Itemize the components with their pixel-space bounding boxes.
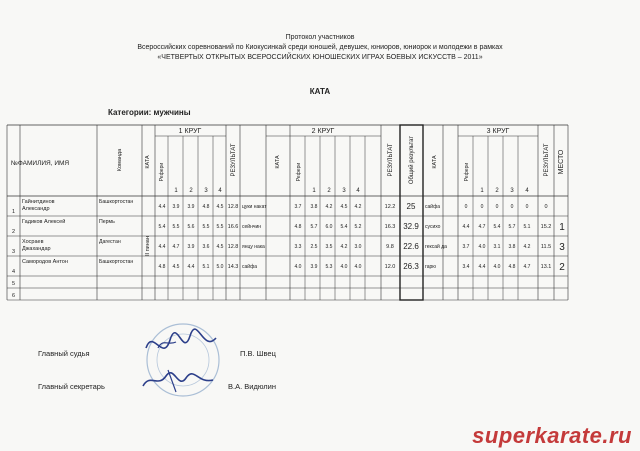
score-r3: 4.0 xyxy=(493,264,501,270)
header-line-2: Всероссийских соревнований по Киокусинкай среди юношей, девушек, юниоров, юниорок и молодежи в рамках xyxy=(137,44,503,51)
kata-r2: цуки накат xyxy=(242,204,267,210)
score-r2: 4.0 xyxy=(354,264,362,270)
athlete-name: Гадиков Алексей xyxy=(22,219,66,225)
score-r1: 3.9 xyxy=(187,244,195,250)
result-r2: 12.2 xyxy=(384,204,396,210)
score-r2: 4.2 xyxy=(340,244,348,250)
score-r1: 5.4 xyxy=(158,224,166,230)
header-result-3: РЕЗУЛЬТАТ xyxy=(544,143,550,177)
total-score: 22.6 xyxy=(403,242,419,251)
score-r3: 3.4 xyxy=(462,264,470,270)
score-r3: 5.1 xyxy=(523,224,531,230)
score-r3: 3.7 xyxy=(462,244,470,250)
chief-secretary-name: В.А. Видюлин xyxy=(228,382,276,391)
score-r1: 4.5 xyxy=(172,264,180,270)
header-referee-2: Рефери xyxy=(296,162,302,182)
chief-secretary-label: Главный секретарь xyxy=(38,382,105,391)
score-r1: 5.0 xyxy=(216,264,224,270)
kata-r2: янцу нака xyxy=(242,244,265,250)
header-result-1: РЕЗУЛЬТАТ xyxy=(231,143,237,177)
score-r1: 4.4 xyxy=(158,204,166,210)
score-r3: 3.8 xyxy=(508,244,516,250)
header-referee-3: Рефери xyxy=(464,162,470,182)
row-number: 3 xyxy=(12,249,16,255)
chief-judge-name: П.В. Швец xyxy=(240,349,276,358)
score-r2: 4.8 xyxy=(294,224,302,230)
result-r3: 13.1 xyxy=(540,264,552,270)
score-r1: 5.1 xyxy=(202,264,210,270)
kata-r3: гарю xyxy=(425,264,437,270)
row-number: 2 xyxy=(12,229,16,235)
score-r3: 4.7 xyxy=(478,224,486,230)
score-r2: 4.0 xyxy=(340,264,348,270)
score-r2: 2.5 xyxy=(310,244,318,250)
score-r2: 3.9 xyxy=(310,264,318,270)
total-score: 25 xyxy=(406,202,416,211)
score-r3: 5.7 xyxy=(508,224,516,230)
athlete-name: Гайнитдинов xyxy=(22,199,55,205)
header-judge-number: 1 xyxy=(480,188,484,194)
score-r1: 5.6 xyxy=(187,224,195,230)
score-r2: 3.7 xyxy=(294,204,302,210)
score-r3: 0 xyxy=(464,204,468,210)
row-number: 6 xyxy=(12,293,16,299)
score-r3: 4.0 xyxy=(478,244,486,250)
score-r2: 3.3 xyxy=(294,244,302,250)
score-r1: 4.5 xyxy=(216,244,224,250)
score-r3: 3.1 xyxy=(493,244,501,250)
row-number: 5 xyxy=(12,281,16,287)
score-r3: 0 xyxy=(525,204,529,210)
score-r1: 3.9 xyxy=(187,204,195,210)
header-judge-number: 3 xyxy=(342,188,346,194)
score-r2: 5.4 xyxy=(340,224,348,230)
header-judge-number: 2 xyxy=(495,188,499,194)
score-r3: 4.7 xyxy=(523,264,531,270)
watermark: superkarate.ru xyxy=(472,423,632,448)
score-r2: 5.2 xyxy=(354,224,362,230)
score-r1: 4.8 xyxy=(202,204,210,210)
result-r2: 12.0 xyxy=(384,264,396,270)
header-kata-2: КАТА xyxy=(275,155,281,169)
score-r3: 5.4 xyxy=(493,224,501,230)
score-r1: 5.5 xyxy=(202,224,210,230)
score-r2: 4.5 xyxy=(340,204,348,210)
score-r1: 5.5 xyxy=(172,224,180,230)
result-r1: 12.8 xyxy=(227,204,239,210)
score-r2: 5.7 xyxy=(310,224,318,230)
header-round-1: 1 КРУГ xyxy=(178,128,202,135)
result-r3: 11.5 xyxy=(540,244,552,250)
kata-r3: сусихо xyxy=(425,224,441,230)
chief-judge-label: Главный судья xyxy=(38,349,90,358)
score-r2: 4.2 xyxy=(354,204,362,210)
team-name: Дагестан xyxy=(99,239,121,245)
team-name: Башкортостан xyxy=(99,199,134,205)
result-r2: 9.8 xyxy=(386,244,394,250)
score-r2: 4.0 xyxy=(294,264,302,270)
team-name: Пермь xyxy=(99,219,115,225)
header-judge-number: 2 xyxy=(189,188,193,194)
team-name: Башкортостан xyxy=(99,259,134,265)
score-r2: 5.3 xyxy=(325,264,333,270)
place: 3 xyxy=(559,242,565,253)
kata-r2: сейнчин xyxy=(242,224,261,230)
header-judge-number: 4 xyxy=(525,188,529,194)
score-r3: 0 xyxy=(480,204,484,210)
total-score: 26.3 xyxy=(403,262,419,271)
header-judge-number: 3 xyxy=(510,188,514,194)
kata-r3: сайфа xyxy=(425,204,440,210)
header-round-3: 3 КРУГ xyxy=(486,128,510,135)
athlete-name-2: Александр xyxy=(22,206,50,212)
score-r1: 4.5 xyxy=(216,204,224,210)
header-judge-number: 1 xyxy=(312,188,316,194)
place: 2 xyxy=(559,262,565,273)
header-judge-number: 4 xyxy=(356,188,360,194)
header-team: Команда xyxy=(117,148,123,172)
score-r1: 5.5 xyxy=(216,224,224,230)
header-judge-number: 2 xyxy=(327,188,331,194)
header-place: МЕСТО xyxy=(558,149,565,175)
score-r1: 3.6 xyxy=(202,244,210,250)
kata-r3: гексай да xyxy=(425,244,447,250)
total-score: 32.9 xyxy=(403,222,419,231)
row-number: 4 xyxy=(12,269,16,275)
header-num-name: №ФАМИЛИЯ, ИМЯ xyxy=(10,160,70,167)
official-stamp-signatures xyxy=(128,318,238,398)
place: 1 xyxy=(559,222,565,233)
score-r2: 3.5 xyxy=(325,244,333,250)
page-title: КАТА xyxy=(309,87,331,96)
score-r2: 4.2 xyxy=(325,204,333,210)
header-judge-number: 3 xyxy=(204,188,208,194)
kata-r2: сайфа xyxy=(242,264,257,270)
score-r3: 0 xyxy=(510,204,514,210)
category-label: Категории: мужчины xyxy=(108,108,191,117)
header-result-2: РЕЗУЛЬТАТ xyxy=(388,143,394,177)
score-r2: 3.0 xyxy=(354,244,362,250)
score-r2: 3.8 xyxy=(310,204,318,210)
score-r1: 4.7 xyxy=(172,244,180,250)
header-line-3: «ЧЕТВЕРТЫХ ОТКРЫТЫХ ВСЕРОССИЙСКИХ ЮНОШЕСКИХ ИГРАХ БОЕВЫХ ИСКУССТВ – 2011» xyxy=(157,54,483,61)
header-round-2: 2 КРУГ xyxy=(311,128,335,135)
result-r1: 12.8 xyxy=(227,244,239,250)
header-judge-number: 4 xyxy=(218,188,222,194)
score-r1: 3.9 xyxy=(172,204,180,210)
score-r2: 6.0 xyxy=(325,224,333,230)
header-judge-number: 1 xyxy=(174,188,178,194)
result-r1: 14.3 xyxy=(227,264,239,270)
score-r3: 4.4 xyxy=(462,224,470,230)
header-kata-1: КАТА xyxy=(145,155,151,169)
score-r3: 4.2 xyxy=(523,244,531,250)
result-r2: 16.3 xyxy=(384,224,396,230)
score-r3: 0 xyxy=(495,204,499,210)
score-r1: 4.8 xyxy=(158,264,166,270)
result-r3: 0 xyxy=(544,204,548,210)
score-r3: 4.4 xyxy=(478,264,486,270)
score-r1: 4.4 xyxy=(158,244,166,250)
score-r3: 4.8 xyxy=(508,264,516,270)
header-total: Общий результат xyxy=(409,135,415,185)
header-referee-1: Рефери xyxy=(159,162,165,182)
pool-label: II пинан xyxy=(145,236,151,256)
header-kata-3: КАТА xyxy=(432,155,438,169)
result-r3: 15.2 xyxy=(540,224,552,230)
score-r1: 4.4 xyxy=(187,264,195,270)
row-number: 1 xyxy=(12,209,16,215)
result-r1: 16.6 xyxy=(227,224,239,230)
athlete-name: Самородов Антон xyxy=(22,259,68,265)
athlete-name-2: Джахандар xyxy=(22,246,51,252)
athlete-name: Хосраев xyxy=(22,239,44,245)
header-line-1: Протокол участников xyxy=(285,34,355,41)
